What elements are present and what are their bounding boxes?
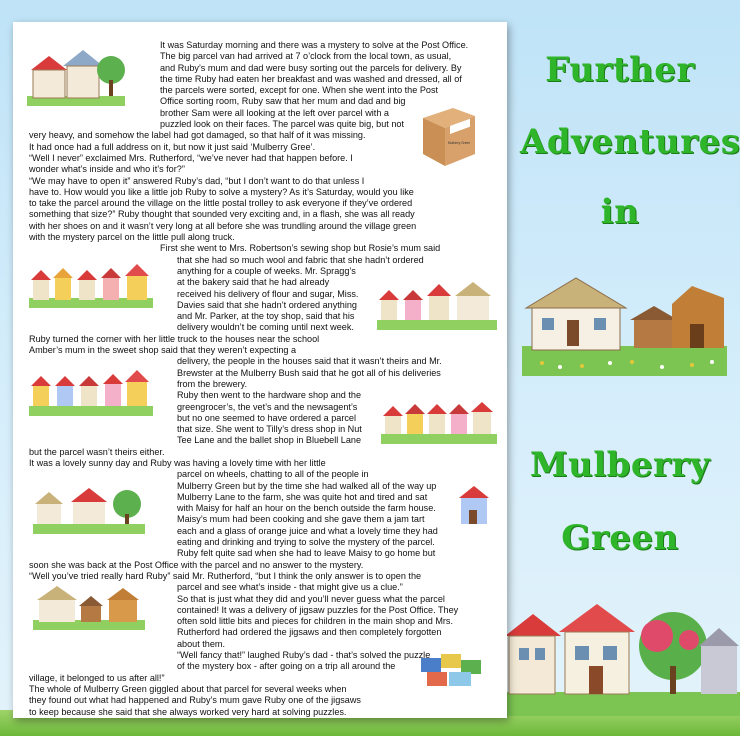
story-line: eating and drinking and trying to solve the mystery of the parcel.: [177, 537, 435, 548]
story-line: that size. She went to Tilly’s dress shop in Nut: [177, 424, 362, 435]
story-line: parcel on wheels, chatting to all of the people in: [177, 469, 369, 480]
parcel-label-text: Mulberry Green: [447, 141, 471, 145]
story-line: “Well you’ve tried really hard Ruby” said Mr. Rutherford, “but I think the only answer is to open the: [29, 570, 422, 581]
story-line: So that is just what they did and you’ll never guess what the parcel: [177, 593, 445, 604]
title-line-adventures: Adventures: [520, 122, 740, 162]
story-line: Office sorting room, Ruby saw that her mum and dad and big: [160, 96, 406, 107]
story-line: It was a lovely sunny day and Ruby was having a lovely time with her little: [29, 457, 326, 468]
story-line: Ruby turned the corner with her little truck to the houses near the school: [29, 333, 320, 344]
village-scene-bottom-illustration: [505, 596, 740, 716]
story-line: delivery wouldn’t be coming until next week.: [177, 322, 354, 333]
story-line: to take the parcel around the village on the little postal trolley to ask everyone if they’ve ordered: [29, 198, 413, 209]
story-line: with Maisy for half an hour on the bench outside the farm house.: [177, 503, 436, 514]
title-line-green: Green: [561, 518, 679, 558]
story-line: greengrocer’s, the vet’s and the newsagent’s: [177, 401, 358, 412]
story-line: contained! It was a delivery of jigsaw puzzles for the Post Office. They: [177, 604, 459, 615]
title-line-in: in: [600, 192, 640, 232]
story-line: “Well I never” exclaimed Mrs. Rutherford, “we’ve never had that happen before. I: [29, 152, 353, 163]
story-line: parcel and see what’s inside - that might give us a clue.”: [177, 582, 403, 593]
story-line: “Well fancy that!” laughed Ruby’s dad - that’s solved the puzzle: [177, 650, 431, 661]
story-line: anything for a couple of weeks. Mr. Spragg’s: [177, 265, 356, 276]
story-line: Mulberry Lane to the farm, she was quite hot and tired and sat: [177, 491, 428, 502]
story-line: Davies said that she hadn’t ordered anything: [177, 299, 357, 310]
story-line: Mulberry Green but by the time she had walked all of the way up: [177, 480, 437, 491]
story-line: Ruby felt quite sad when she had to leave Maisy to go home but: [177, 548, 436, 559]
story-page: [13, 22, 507, 718]
story-line: The big parcel van had arrived at 7 o’clock from the local town, as usual,: [160, 51, 452, 62]
story-line: Tee Lane and the ballet shop in Bluebell Lane: [177, 435, 362, 446]
village-scene-top-illustration: [522, 268, 727, 376]
story-line: Ruby then went to the hardware shop and the: [177, 390, 362, 401]
story-line: and Ruby’s mum and dad were busy sorting out the parcels for delivery. By: [160, 62, 462, 73]
story-line: from the brewery.: [177, 378, 248, 389]
story-line: with the mystery parcel on the little pull along truck.: [29, 232, 235, 243]
story-line: something that size?” Ruby thought that sounded very exciting and, in a flash, she was all ready: [29, 209, 415, 220]
story-line: The whole of Mulberry Green giggled about that parcel for several weeks when: [29, 683, 347, 694]
title-line-further: Further: [545, 50, 695, 90]
story-line: but the parcel wasn’t theirs either.: [29, 446, 165, 457]
story-line: and Mr. Parker, at the toy shop, said that his: [177, 311, 355, 322]
story-line: the parcels were sorted, except for one. When she went into the Post: [160, 85, 439, 96]
story-line: have to. How would you like a little job Ruby to solve a mystery? As it’s Saturday, would you like: [29, 186, 414, 197]
story-line: about them.: [177, 638, 226, 649]
story-line: Rutherford had ordered the jigsaws and then completely forgotten: [177, 627, 442, 638]
story-line: each and a glass of orange juice and what a lovely time they had: [177, 525, 438, 536]
title-line-mulberry: Mulberry: [529, 445, 711, 485]
story-line: but no one seemed to have ordered a parcel: [177, 412, 356, 423]
story-line: First she went to Mrs. Robertson’s sewing shop but Rosie’s mum said: [160, 243, 441, 254]
story-line: Brewster at the Mulberry Bush said that he got all of his deliveries: [177, 367, 441, 378]
story-line: at the bakery said that he had already: [177, 277, 330, 288]
story-line: wonder what’s inside and who it’s for?”: [29, 164, 185, 175]
story-line: often sold little bits and pieces for children in the main shop and Mrs.: [177, 616, 453, 627]
story-line: received his delivery of flour and sugar, Miss.: [177, 288, 359, 299]
story-line: to keep because she said that she always worked very hard at solving puzzles.: [29, 706, 347, 717]
story-line: with her shoes on and it wasn’t very long at all before she was trundling around the village green: [29, 220, 417, 231]
story-line: village, it belonged to us after all!”: [29, 672, 165, 683]
story-line: Maisy’s mum had been cooking and she gave them a jam tart: [177, 514, 425, 525]
story-line: they found out what had happened and Ruby’s mum gave Ruby one of the jigsaws: [29, 695, 361, 706]
story-line: of the mystery box - after going on a trip all around the: [177, 661, 396, 672]
story-line: puzzled look on their faces. The parcel was quite big, but not: [160, 119, 404, 130]
story-line: the time Ruby had eaten her breakfast and was washed and dressed, all of: [160, 73, 462, 84]
story-line: soon she was back at the Post Office with the parcel and no answer to the mystery.: [29, 559, 364, 570]
story-line: that she had so much wool and fabric that she hadn’t ordered: [177, 254, 424, 265]
story-line: Amber’s mum in the sweet shop said that they weren’t expecting a: [29, 345, 297, 356]
story-line: It had once had a full address on it, but now it just said ‘Mulberry Gree’.: [29, 141, 316, 152]
story-line: “We may have to open it” answered Ruby’s dad, “but I don’t want to do that unless I: [29, 175, 365, 186]
story-text: [29, 40, 499, 718]
story-line: very heavy, and somehow the label had got damaged, so that half of it was missing.: [29, 130, 366, 141]
story-line: brother Sam were all looking at the left over parcel with a: [160, 107, 389, 118]
story-line: It was Saturday morning and there was a mystery to solve at the Post Office.: [160, 40, 469, 50]
story-line: delivery, the people in the houses said that it wasn’t theirs and Mr.: [177, 356, 442, 367]
